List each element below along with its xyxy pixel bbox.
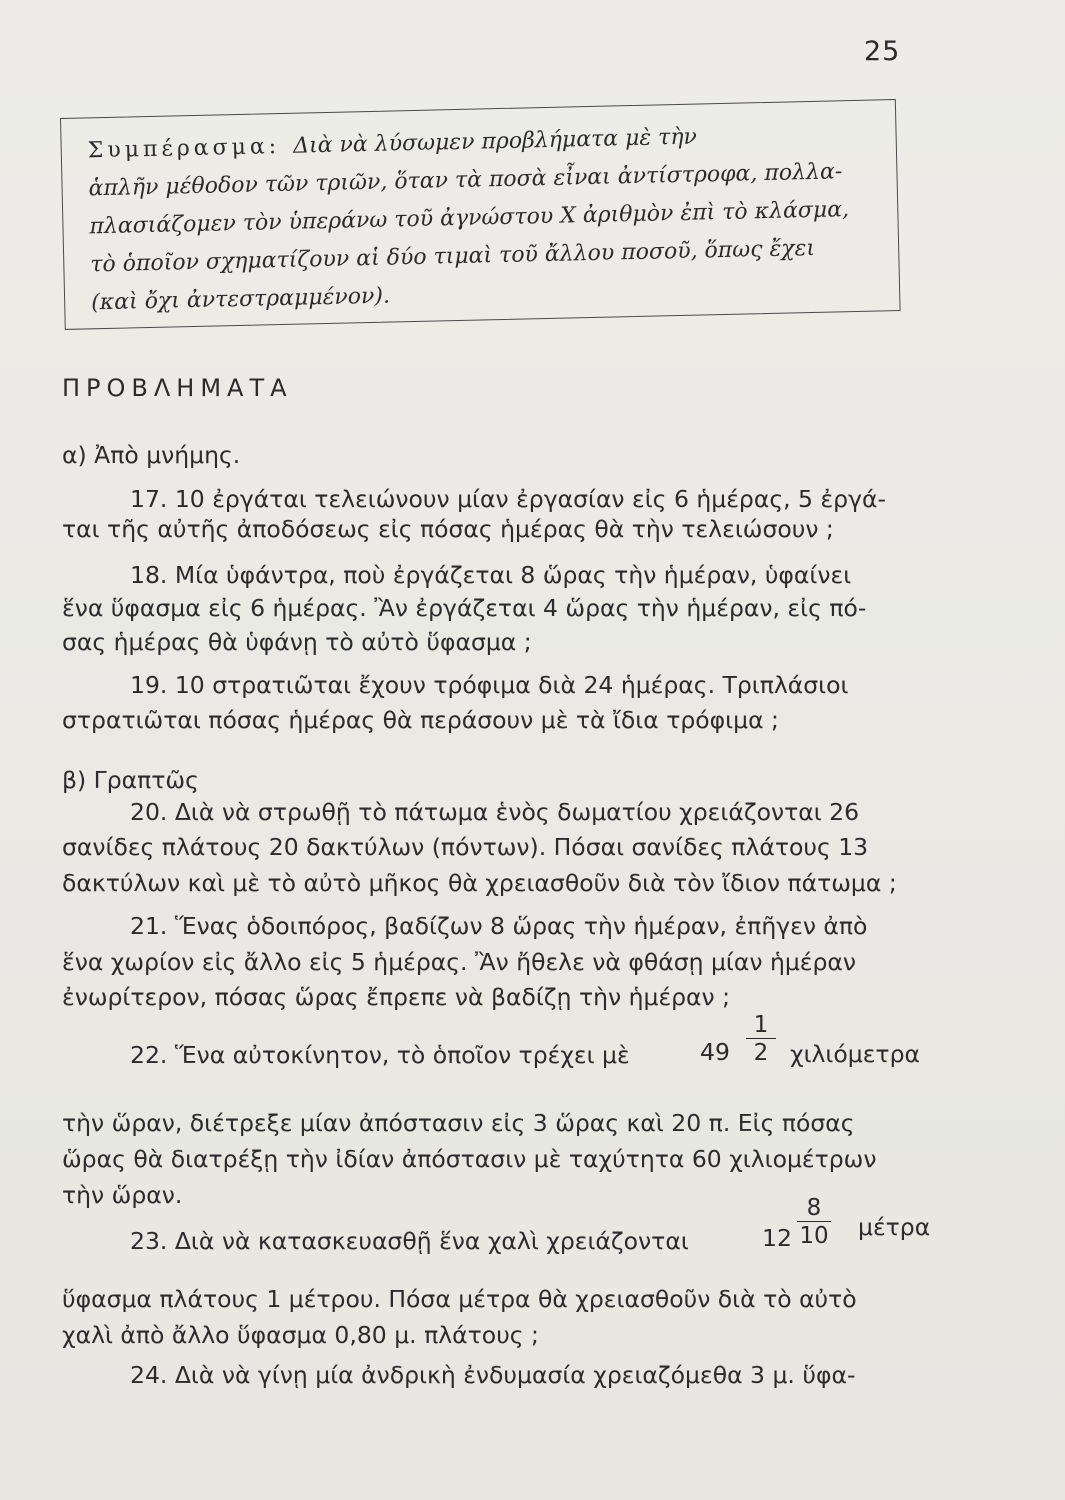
problem-19-line-1: 19. 10 στρατιῶται ἔχουν τρόφιμα διὰ 24 ἡμέρας. Τριπλάσιοι <box>130 671 849 699</box>
summary-box <box>60 99 901 330</box>
problem-20-line-3: δακτύλων καὶ μὲ τὸ αὐτὸ μῆκος θὰ χρειασθοῦν διὰ τὸν ἴδιον πάτωμα ; <box>62 869 897 897</box>
summary-line-2: ἁπλῆν μέθοδον τῶν τριῶν, ὅταν τὰ ποσὰ εἶναι ἀντίστροφα, πολλα- <box>88 159 843 202</box>
problems-heading: ΠΡΟΒΛΗΜΑΤΑ <box>62 374 293 402</box>
problem-22-whole-number: 49 <box>700 1038 730 1066</box>
problem-23-fraction <box>797 1195 831 1250</box>
summary-label: Συμπέρασμα: <box>87 134 281 164</box>
problem-22-fraction <box>746 1012 776 1067</box>
problem-22-denominator: 2 <box>753 1040 769 1066</box>
problem-23-denominator: 10 <box>799 1223 829 1249</box>
problem-17-line-2: ται τῆς αὐτῆς ἀποδόσεως εἰς πόσας ἡμέρας θὰ τὴν τελειώσουν ; <box>62 515 834 543</box>
problem-22-line-2: τὴν ὥραν, διέτρεξε μίαν ἀπόστασιν εἰς 3 ὥρας καὶ 20 π. Εἰς πόσας <box>62 1109 855 1137</box>
problem-21-line-3: ἐνωρίτερον, πόσας ὥρας ἔπρεπε νὰ βαδίζῃ τὴν ἡμέραν ; <box>62 983 731 1011</box>
problem-23-line-1: 23. Διὰ νὰ κατασκευασθῇ ἕνα χαλὶ χρειάζονται <box>130 1227 689 1255</box>
problem-22-line-3: ὥρας θὰ διατρέξῃ τὴν ἰδίαν ἀπόστασιν μὲ ταχύτητα 60 χιλιομέτρων <box>62 1145 877 1173</box>
problem-24-line-1: 24. Διὰ νὰ γίνῃ μία ἀνδρικὴ ἐνδυμασία χρειαζόμεθα 3 μ. ὕφα- <box>130 1361 856 1389</box>
problem-23-line-2: ὕφασμα πλάτους 1 μέτρου. Πόσα μέτρα θὰ χρειασθοῦν διὰ τὸ αὐτὸ <box>62 1285 857 1313</box>
problem-22-line-1: 22. Ἕνα αὐτοκίνητον, τὸ ὁποῖον τρέχει μὲ <box>130 1041 630 1069</box>
problem-20-line-2: σανίδες πλάτους 20 δακτύλων (πόντων). Πόσαι σανίδες πλάτους 13 <box>62 833 869 861</box>
summary-line-4: τὸ ὁποῖον σχηματίζουν αἱ δύο τιμαὶ τοῦ ἄλλου ποσοῦ, ὅπως ἔχει <box>90 235 816 278</box>
page-number: 25 <box>864 36 901 67</box>
problem-22-line-4: τὴν ὥραν. <box>62 1181 183 1209</box>
problem-18-line-1: 18. Μία ὑφάντρα, ποὺ ἐργάζεται 8 ὥρας τὴν ἡμέραν, ὑφαίνει <box>130 561 852 589</box>
problem-21-line-1: 21. Ἕνας ὁδοιπόρος, βαδίζων 8 ὥρας τὴν ἡμέραν, ἐπῆγεν ἀπὸ <box>130 912 868 940</box>
summary-text: Διὰ νὰ λύσωμεν προβλήματα μὲ τὴν <box>292 124 698 159</box>
summary-line-3: πλασιάζομεν τὸν ὑπεράνω τοῦ ἀγνώστου Χ ἀριθμὸν ἐπὶ τὸ κλάσμα, <box>89 197 850 240</box>
problem-23-numerator: 8 <box>806 1195 822 1221</box>
problem-19-line-2: στρατιῶται πόσας ἡμέρας θὰ περάσουν μὲ τὰ ἴδια τρόφιμα ; <box>62 706 779 734</box>
problem-18-line-2: ἕνα ὕφασμα εἰς 6 ἡμέρας. Ἂν ἐργάζεται 4 ὥρας τὴν ἡμέραν, εἰς πό- <box>62 594 867 622</box>
problem-22-unit: χιλιόμετρα <box>790 1040 920 1068</box>
problem-21-line-2: ἕνα χωρίον εἰς ἄλλο εἰς 5 ἡμέρας. Ἂν ἤθελε νὰ φθάσῃ μίαν ἡμέραν <box>62 948 857 976</box>
problem-17-line-1: 17. 10 ἐργάται τελειώνουν μίαν ἐργασίαν εἰς 6 ἡμέρας, 5 ἐργά- <box>130 485 886 513</box>
problem-23-line-3: χαλὶ ἀπὸ ἄλλο ὕφασμα 0,80 μ. πλάτους ; <box>62 1321 539 1349</box>
problem-20-line-1: 20. Διὰ νὰ στρωθῇ τὸ πάτωμα ἑνὸς δωματίου χρειάζονται 26 <box>130 798 860 826</box>
summary-line-5: (καὶ ὄχι ἀντεστραμμένον). <box>90 283 391 316</box>
problem-18-line-3: σας ἡμέρας θὰ ὑφάνῃ τὸ αὐτὸ ὕφασμα ; <box>62 628 532 656</box>
problem-23-whole-number: 12 <box>762 1224 792 1252</box>
problem-22-numerator: 1 <box>753 1012 769 1038</box>
section-b-label: β) Γραπτῶς <box>62 766 199 794</box>
problem-23-unit: μέτρα <box>858 1213 931 1241</box>
section-a-label: α) Ἀπὸ μνήμης. <box>62 441 241 469</box>
